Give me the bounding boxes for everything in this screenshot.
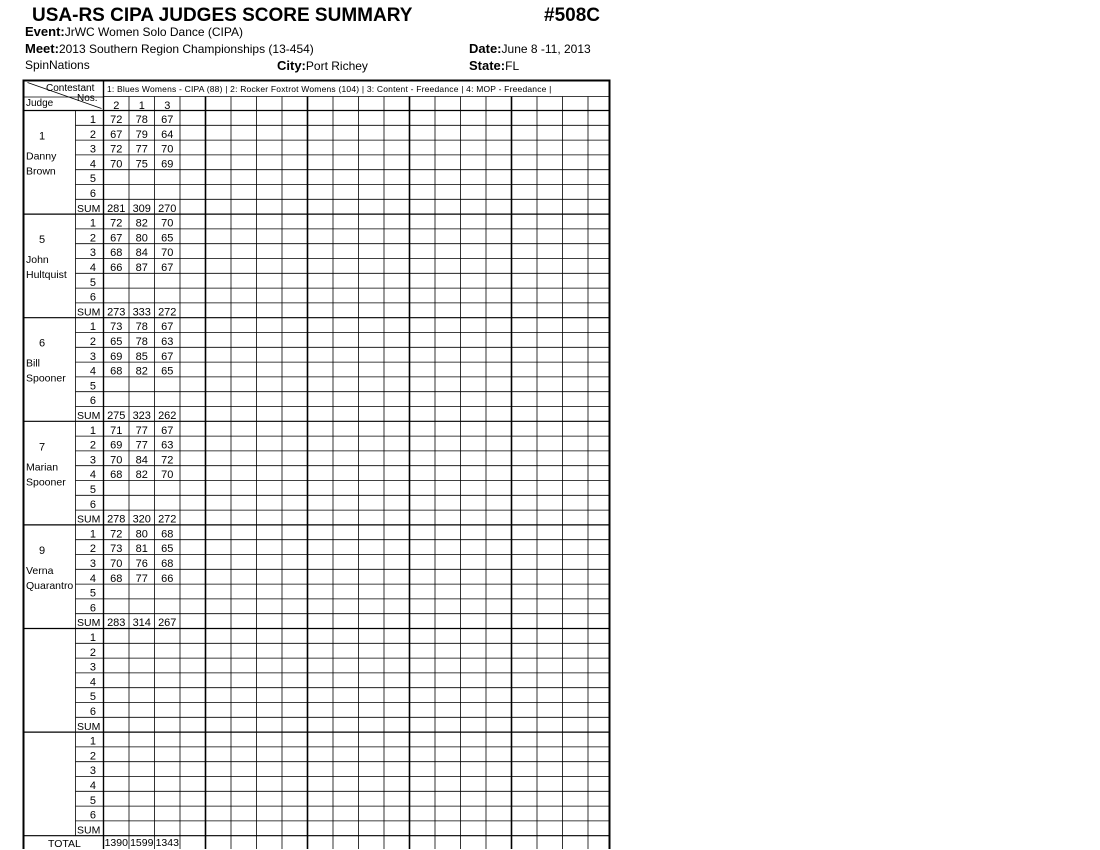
score-cell: 78 xyxy=(135,321,148,334)
row-number: 5 xyxy=(89,691,96,704)
row-number: 2 xyxy=(89,336,96,348)
state-label: State: xyxy=(469,58,506,73)
row-number: 5 xyxy=(89,587,96,600)
sum-cell: 267 xyxy=(158,617,177,630)
score-cell: 78 xyxy=(135,114,148,126)
sum-cell: 270 xyxy=(158,202,177,215)
total-label: TOTAL xyxy=(48,838,81,850)
sum-cell: 272 xyxy=(158,513,177,526)
sum-cell: 262 xyxy=(158,410,177,422)
contestant-number: 2 xyxy=(113,100,120,112)
row-number: 6 xyxy=(89,395,96,408)
row-number: 3 xyxy=(89,350,96,363)
sum-label: SUM xyxy=(77,410,101,422)
total-cell: 1343 xyxy=(155,837,179,849)
date-value: June 8 -11, 2013 xyxy=(501,42,591,56)
score-cell: 77 xyxy=(135,439,148,452)
score-cell: 77 xyxy=(135,572,148,585)
score-cell: 69 xyxy=(161,158,174,171)
sum-cell: 281 xyxy=(107,202,126,215)
sum-label: SUM xyxy=(77,824,101,837)
sum-cell: 314 xyxy=(132,617,151,630)
score-cell: 77 xyxy=(135,143,148,156)
score-cell: 63 xyxy=(161,336,174,348)
meet-label: Meet: xyxy=(25,41,59,56)
judge-last-name: Quarantro xyxy=(26,579,74,592)
sum-label: SUM xyxy=(77,513,101,526)
sum-cell: 272 xyxy=(158,306,177,319)
judge-first-name: Verna xyxy=(26,564,54,577)
score-cell: 65 xyxy=(161,543,174,556)
score-cell: 70 xyxy=(110,454,123,467)
row-number: 1 xyxy=(89,114,96,126)
row-number: 3 xyxy=(89,454,96,467)
judge-last-name: Spooner xyxy=(26,476,66,489)
score-cell: 79 xyxy=(135,128,148,141)
judge-first-name: Danny xyxy=(26,150,57,163)
score-cell: 66 xyxy=(161,572,174,585)
score-cell: 63 xyxy=(161,439,174,452)
row-number: 3 xyxy=(89,247,96,260)
row-number: 5 xyxy=(89,484,96,496)
score-cell: 80 xyxy=(135,528,148,541)
row-number: 2 xyxy=(89,128,96,141)
row-number: 4 xyxy=(89,158,96,171)
row-number: 1 xyxy=(89,321,96,334)
row-number: 1 xyxy=(89,632,96,644)
row-number: 3 xyxy=(89,661,96,674)
score-cell: 70 xyxy=(110,158,123,171)
score-cell: 68 xyxy=(110,572,123,585)
score-cell: 75 xyxy=(135,158,148,171)
page-title: USA-RS CIPA JUDGES SCORE SUMMARY xyxy=(32,5,413,26)
sum-cell: 309 xyxy=(132,202,151,215)
sum-label: SUM xyxy=(77,306,101,319)
score-cell: 70 xyxy=(161,217,174,230)
score-cell: 64 xyxy=(161,128,174,141)
score-cell: 67 xyxy=(161,262,174,274)
judge-first-name: Bill xyxy=(26,357,41,370)
score-cell: 68 xyxy=(110,469,123,482)
score-cell: 78 xyxy=(135,336,148,348)
score-cell: 81 xyxy=(135,543,148,556)
judge-first-name: John xyxy=(26,254,49,267)
score-cell: 82 xyxy=(135,469,148,482)
score-cell: 67 xyxy=(110,232,123,245)
dances-header: 1: Blues Womens - CIPA (88) | 2: Rocker Foxtrot Womens (104) | 3: Content - Freedance | 4: MOP - Freedance | xyxy=(107,84,552,94)
row-number: 5 xyxy=(89,380,96,393)
corner-judge-label: Judge xyxy=(26,98,54,109)
score-cell: 82 xyxy=(135,217,148,230)
sum-cell: 333 xyxy=(132,306,151,319)
club-name: SpinNations xyxy=(25,58,90,72)
score-cell: 68 xyxy=(161,528,174,541)
date-label: Date: xyxy=(469,41,502,56)
row-number: 5 xyxy=(89,794,96,807)
row-number: 6 xyxy=(89,498,96,511)
row-number: 4 xyxy=(89,676,96,689)
row-number: 1 xyxy=(89,424,96,437)
row-number: 4 xyxy=(89,572,96,585)
judge-last-name: Hultquist xyxy=(26,269,67,282)
sum-cell: 278 xyxy=(107,513,126,526)
row-number: 5 xyxy=(89,276,96,289)
score-cell: 70 xyxy=(110,558,123,570)
row-number: 1 xyxy=(89,735,96,748)
sum-label: SUM xyxy=(77,720,101,733)
score-cell: 85 xyxy=(135,350,148,363)
row-number: 6 xyxy=(89,602,96,615)
city-label: City: xyxy=(277,58,306,73)
row-number: 2 xyxy=(89,750,96,763)
score-cell: 87 xyxy=(135,262,148,274)
row-number: 2 xyxy=(89,646,96,659)
total-cell: 1599 xyxy=(130,837,154,849)
score-cell: 73 xyxy=(110,543,123,556)
score-cell: 68 xyxy=(110,247,123,260)
contestant-number: 3 xyxy=(164,100,171,112)
row-number: 2 xyxy=(89,439,96,452)
score-cell: 70 xyxy=(161,469,174,482)
event-label: Event: xyxy=(25,24,65,39)
score-cell: 68 xyxy=(110,365,123,378)
score-cell: 72 xyxy=(110,114,123,126)
score-cell: 68 xyxy=(161,558,174,570)
row-number: 6 xyxy=(89,809,96,822)
judge-number: 6 xyxy=(38,337,46,350)
event-value: JrWC Women Solo Dance (CIPA) xyxy=(64,25,243,39)
state-value: FL xyxy=(505,59,520,73)
sum-cell: 323 xyxy=(132,410,151,422)
score-cell: 73 xyxy=(110,321,123,334)
row-number: 4 xyxy=(89,262,96,274)
meet-value: 2013 Southern Region Championships (13-454) xyxy=(58,42,314,56)
score-cell: 69 xyxy=(110,350,123,363)
score-cell: 77 xyxy=(135,424,148,437)
row-number: 5 xyxy=(89,173,96,186)
row-number: 2 xyxy=(89,543,96,556)
score-cell: 72 xyxy=(110,143,123,156)
row-number: 3 xyxy=(89,765,96,778)
row-number: 1 xyxy=(89,217,96,230)
score-cell: 82 xyxy=(135,365,148,378)
judge-number: 1 xyxy=(38,130,46,143)
sum-cell: 275 xyxy=(107,410,126,422)
score-cell: 72 xyxy=(110,528,123,541)
row-number: 2 xyxy=(89,232,96,245)
score-cell: 84 xyxy=(135,247,148,260)
score-cell: 76 xyxy=(135,558,148,570)
sum-label: SUM xyxy=(77,202,101,215)
score-cell: 72 xyxy=(110,217,123,230)
score-cell: 71 xyxy=(110,424,123,437)
score-cell: 80 xyxy=(135,232,148,245)
total-cell: 1390 xyxy=(104,837,128,849)
row-number: 3 xyxy=(89,558,96,570)
judge-last-name: Brown xyxy=(26,165,56,178)
judge-first-name: Marian xyxy=(26,461,59,474)
row-number: 1 xyxy=(89,528,96,541)
row-number: 3 xyxy=(89,143,96,156)
corner-nos-label: Nos. xyxy=(77,93,98,104)
sum-label: SUM xyxy=(77,617,101,630)
judge-number: 9 xyxy=(38,544,46,557)
sum-cell: 283 xyxy=(107,617,126,630)
contestant-number: 1 xyxy=(138,100,145,112)
city-value: Port Richey xyxy=(305,59,368,73)
score-cell: 84 xyxy=(135,454,148,467)
sum-cell: 273 xyxy=(107,306,126,319)
score-cell: 67 xyxy=(161,350,174,363)
score-cell: 70 xyxy=(161,247,174,260)
score-cell: 65 xyxy=(110,336,123,348)
row-number: 6 xyxy=(89,188,96,200)
judge-number: 5 xyxy=(38,234,46,247)
row-number: 6 xyxy=(89,291,96,304)
row-number: 6 xyxy=(89,706,96,718)
sum-cell: 320 xyxy=(132,513,151,526)
score-cell: 70 xyxy=(161,143,174,156)
row-number: 4 xyxy=(89,365,96,378)
judge-number: 7 xyxy=(38,441,46,454)
row-number: 4 xyxy=(89,780,96,792)
score-cell: 67 xyxy=(161,424,174,437)
score-cell: 72 xyxy=(161,454,174,467)
score-cell: 65 xyxy=(161,232,174,245)
score-cell: 66 xyxy=(110,262,123,274)
score-cell: 67 xyxy=(110,128,123,141)
score-cell: 67 xyxy=(161,321,174,334)
score-cell: 69 xyxy=(110,439,123,452)
score-cell: 67 xyxy=(161,114,174,126)
form-number: #508C xyxy=(544,5,600,26)
corner-contestant-label: Contestant xyxy=(46,83,95,94)
score-cell: 65 xyxy=(161,365,174,378)
judge-last-name: Spooner xyxy=(26,372,66,385)
row-number: 4 xyxy=(89,469,96,482)
